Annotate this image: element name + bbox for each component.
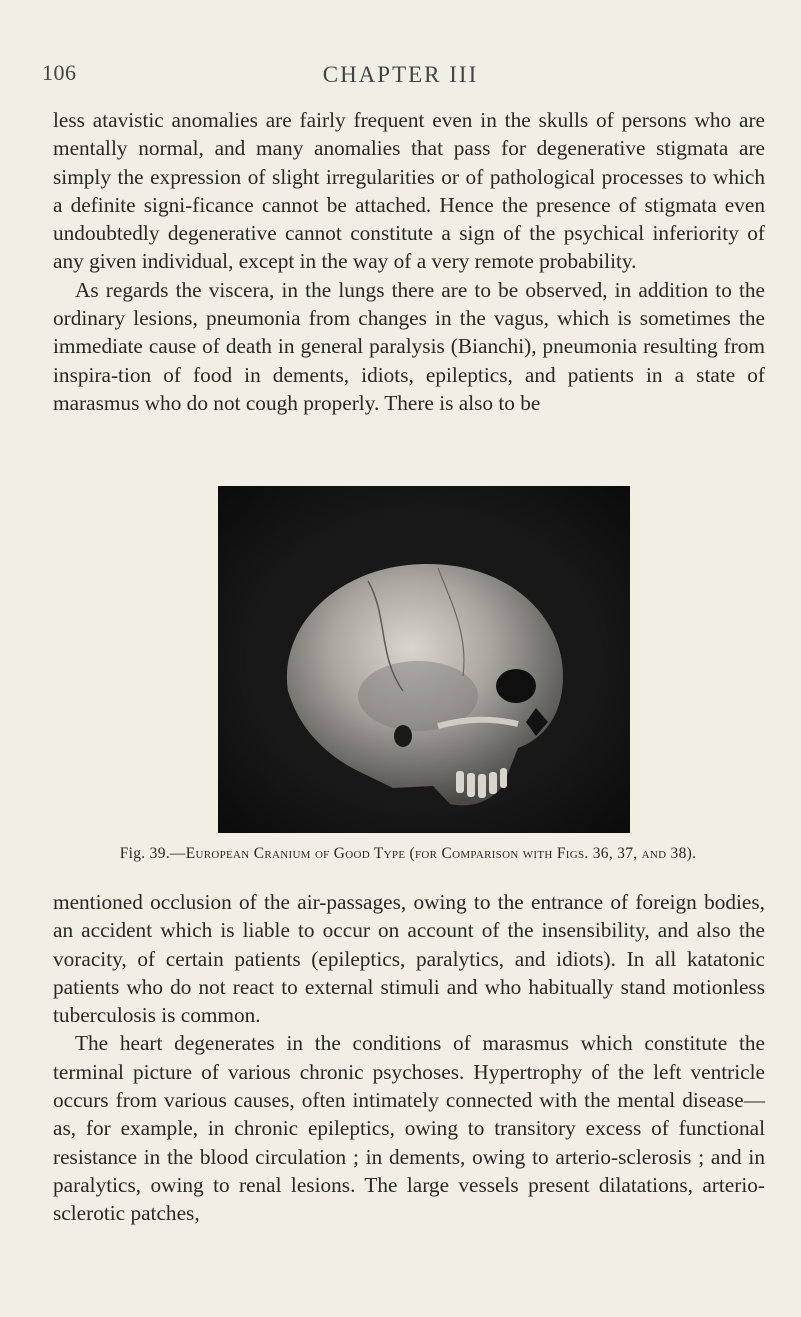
page-number: 106 [42, 60, 77, 85]
figure-label: Fig. 39. [119, 845, 170, 862]
skull-photograph [218, 486, 630, 833]
figure-caption [88, 844, 728, 863]
paragraph: As regards the viscera, in the lungs there are to be observed, in addition to the ordinary lesions, pneumonia from changes in the vagus, which is sometimes the immediate cause of death in general paralysis (Bianchi), pneumonia resulting from inspira-tion of food in dements, idiots, epileptics, and patients in a state of marasmus who do not cough properly. There is also to be [53, 277, 765, 415]
running-head: CHAPTER III [322, 62, 479, 87]
body-text-top [53, 106, 765, 417]
body-text-bottom [53, 888, 765, 1228]
paragraph: less atavistic anomalies are fairly frequent even in the skulls of persons who are mentally normal, and many anomalies that pass for degenerative stigmata are simply the expression of slight irregularities or of pathological processes to which a definite signi-ficance cannot be attached. Hence the presence of stigmata even undoubtedly degenerative cannot constitute a sign of the psychical inferiority of any given individual, except in the way of a very remote probability. [53, 108, 765, 274]
paragraph: The heart degenerates in the conditions of marasmus which constitute the terminal picture of various chronic psychoses. Hypertrophy of the left ventricle occurs from various causes, often intimately connected with the mental disease—as, for example, in chronic epileptics, owing to transitory excess of functional resistance in the blood circulation ; in dements, owing to arterio-sclerosis ; and in paralytics, owing to renal lesions. The large vessels present dilatations, arterio-sclerotic patches, [53, 1031, 765, 1226]
paragraph: mentioned occlusion of the air-passages, owing to the entrance of foreign bodies, an accident which is liable to occur on account of the insensibility, and also the voracity, of certain patients (epileptics, paralytics, and idiots). In all katatonic patients who do not react to external stimuli and who habitually stand motionless tuberculosis is common. [53, 890, 765, 1028]
figure-caption-text: —European Cranium of Good Type (for Comparison with Figs. 36, 37, and 38). [169, 845, 697, 862]
